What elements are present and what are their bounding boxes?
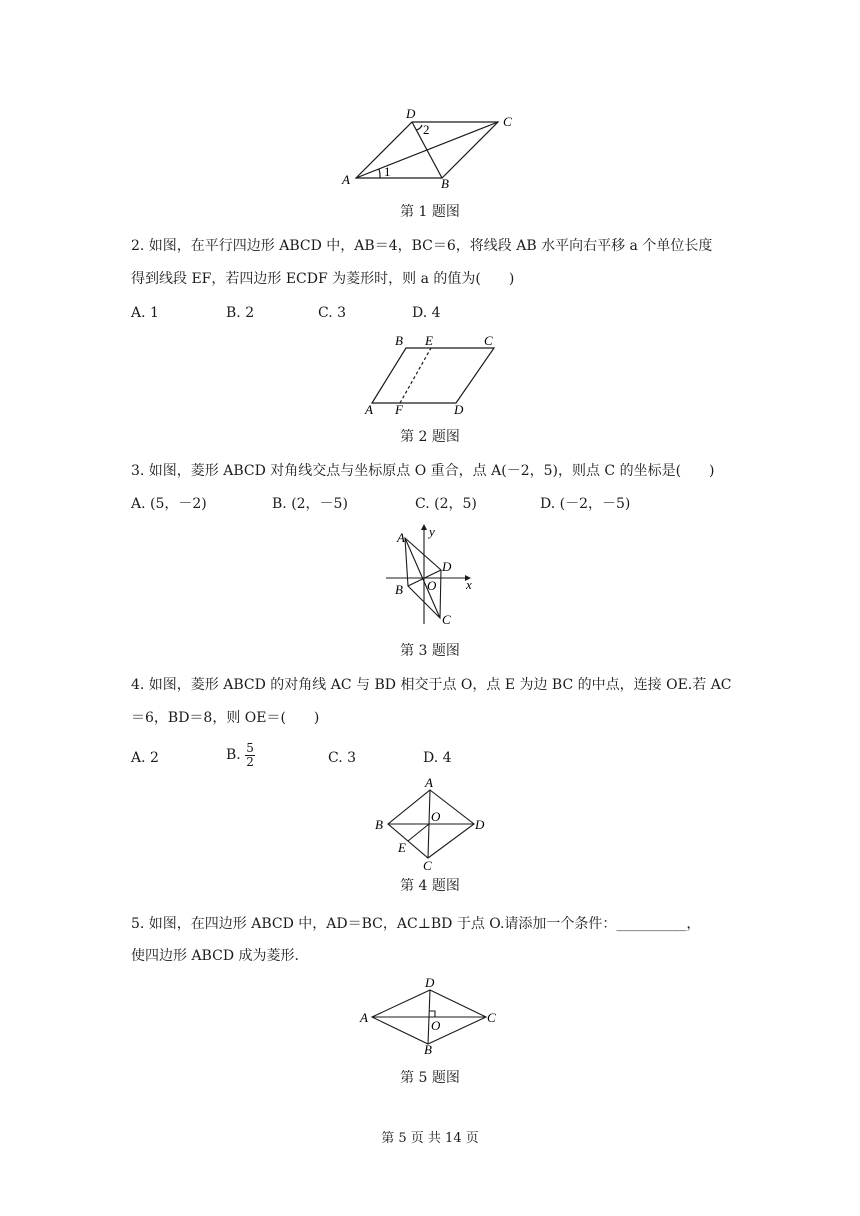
- fig3-caption: 第 3 题图: [400, 643, 460, 659]
- fig2-label-F: F: [395, 402, 403, 417]
- q4-option-a: A. 2: [131, 750, 159, 766]
- q3-text-line1: 3. 如图，菱形 ABCD 对角线交点与坐标原点 O 重合，点 A(－2，5)，则点 C 的坐标是( ): [131, 463, 715, 479]
- fig1-angle-1: 1: [384, 164, 391, 179]
- fig1-label-D: D: [406, 106, 416, 121]
- fig2-label-D: D: [454, 402, 464, 417]
- q4-text-line2: ＝6，BD＝8，则 OE＝( ): [131, 710, 320, 726]
- fig5-caption: 第 5 题图: [400, 1070, 460, 1086]
- q2-option-b: B. 2: [226, 305, 255, 321]
- fig4-label-D: D: [475, 817, 485, 832]
- figure-3-drawing: [380, 524, 480, 630]
- fig4-label-C: C: [423, 858, 432, 873]
- figure-2: [360, 330, 510, 420]
- q2-text-line1: 2. 如图，在平行四边形 ABCD 中，AB＝4，BC＝6，将线段 AB 水平向右平移 a 个单位长度: [131, 238, 713, 254]
- fig3-label-A: A: [397, 530, 405, 545]
- q3-option-c: C. (2，5): [415, 496, 477, 512]
- fig5-label-B: B: [424, 1042, 432, 1057]
- q2-option-a: A. 1: [131, 305, 159, 321]
- fig3-label-D: D: [442, 559, 452, 574]
- q5-text-line2: 使四边形 ABCD 成为菱形.: [131, 948, 299, 964]
- fig4-label-O: O: [431, 809, 441, 824]
- q4-option-b-fraction: [245, 742, 255, 769]
- q2-option-d: D. 4: [412, 305, 441, 321]
- fig1-caption: 第 1 题图: [400, 204, 460, 220]
- figure-4-drawing: [370, 774, 490, 874]
- fig3-label-C: C: [442, 612, 451, 627]
- q4-option-b: [226, 740, 255, 770]
- fig4-label-E: E: [398, 840, 406, 855]
- figure-2-drawing: [360, 330, 510, 420]
- q4-fraction-numerator: 5: [246, 740, 254, 755]
- fig2-label-B: B: [395, 333, 403, 348]
- q3-option-b: B. (2，－5): [272, 496, 348, 512]
- fig1-label-B: B: [441, 176, 449, 191]
- q4-option-b-label: B.: [226, 747, 241, 763]
- q4-fraction-denominator: 2: [246, 754, 254, 769]
- fig3-label-O: O: [427, 578, 437, 593]
- figure-5: [360, 974, 500, 1060]
- q4-option-d: D. 4: [423, 750, 452, 766]
- fig2-label-A: A: [365, 402, 373, 417]
- fig1-angle-2: 2: [423, 122, 430, 137]
- q2-option-c: C. 3: [318, 305, 347, 321]
- fig1-label-A: A: [342, 172, 350, 187]
- fig2-label-E: E: [425, 333, 433, 348]
- q3-option-d: D. (－2，－5): [540, 496, 631, 512]
- figure-3: [380, 524, 480, 630]
- fig5-label-O: O: [431, 1018, 441, 1033]
- fig5-label-D: D: [425, 975, 435, 990]
- figure-1-drawing: [340, 108, 530, 192]
- q4-text-line1: 4. 如图，菱形 ABCD 的对角线 AC 与 BD 相交于点 O，点 E 为边 BC 的中点，连接 OE.若 AC: [131, 677, 732, 693]
- fig4-label-A: A: [425, 775, 433, 790]
- fig3-label-y: y: [429, 524, 435, 539]
- figure-5-drawing: [360, 974, 500, 1060]
- q5-text-line1: 5. 如图，在四边形 ABCD 中，AD＝BC，AC⊥BD 于点 O.请添加一个条件：__________，: [131, 916, 701, 932]
- q2-text-line2: 得到线段 EF，若四边形 ECDF 为菱形时，则 a 的值为( ): [131, 271, 515, 287]
- fig4-caption: 第 4 题图: [400, 878, 460, 894]
- fig5-label-A: A: [360, 1010, 368, 1025]
- q4-option-c: C. 3: [328, 750, 357, 766]
- q3-option-a: A. (5，－2): [131, 496, 207, 512]
- fig3-label-B: B: [395, 582, 403, 597]
- figure-1: [340, 108, 530, 192]
- figure-4: [370, 774, 490, 874]
- fig3-label-x: x: [466, 577, 472, 592]
- page-footer: 第 5 页 共 14 页: [381, 1131, 479, 1146]
- fig4-label-B: B: [375, 817, 383, 832]
- fig1-label-C: C: [503, 114, 512, 129]
- fig5-label-C: C: [487, 1010, 496, 1025]
- fig2-caption: 第 2 题图: [400, 429, 460, 445]
- fig2-label-C: C: [484, 333, 493, 348]
